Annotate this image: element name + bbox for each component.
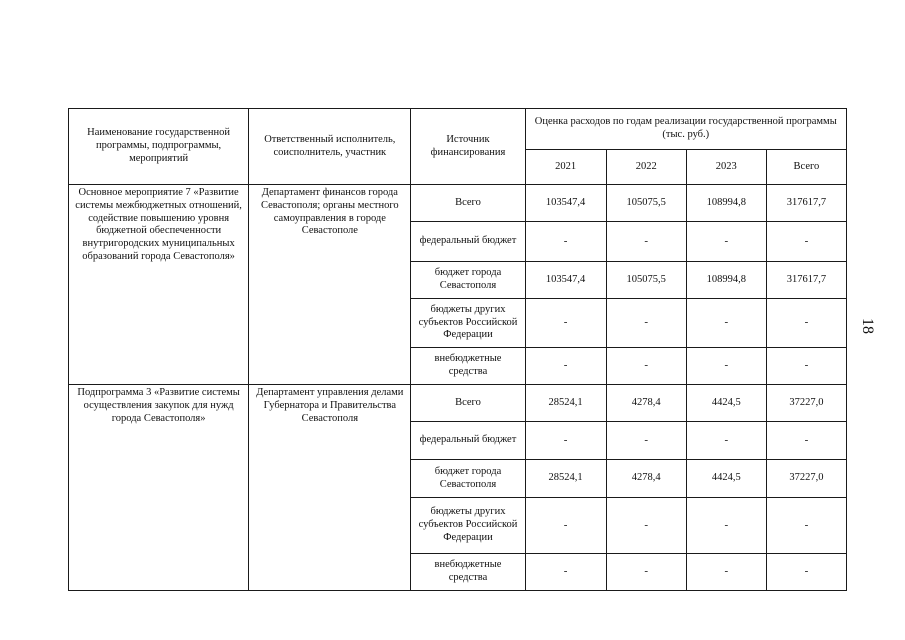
value-2022-cell: 105075,5 [606,262,686,299]
value-2023-cell: - [686,348,766,385]
source-cell: бюджеты других субъектов Российской Федерации [411,299,525,348]
value-2021-cell: - [525,422,606,460]
program-name-cell: Основное мероприятие 7 «Развитие системы межбюджетных отношений, содействие повышению уровня бюджетной обеспеченности внутригородских муниципальных образований города Севастополя» [69,185,249,385]
value-total-cell: 317617,7 [766,185,846,222]
header-source: Источник финансирования [411,109,525,185]
value-2021-cell: - [525,554,606,591]
page-number: 18 [859,318,876,334]
value-total-cell: - [766,348,846,385]
header-name: Наименование государственной программы, подпрограммы, мероприятий [69,109,249,185]
value-2023-cell: - [686,498,766,554]
value-2023-cell: 108994,8 [686,262,766,299]
value-2022-cell: 4278,4 [606,385,686,422]
value-2023-cell: 4424,5 [686,385,766,422]
value-2023-cell: - [686,554,766,591]
value-2023-cell: - [686,299,766,348]
value-2023-cell: - [686,222,766,262]
value-total-cell: 37227,0 [766,460,846,498]
responsible-cell: Департамент финансов города Севастополя; органы местного самоуправления в городе Севастополе [249,185,411,385]
table-row [69,185,847,222]
value-2022-cell: 105075,5 [606,185,686,222]
value-2021-cell: - [525,222,606,262]
table-row [69,385,847,422]
value-2023-cell: - [686,422,766,460]
value-total-cell: - [766,222,846,262]
source-cell: бюджет города Севастополя [411,262,525,299]
program-name-cell: Подпрограмма 3 «Развитие системы осуществления закупок для нужд города Севастополя» [69,385,249,591]
source-cell: внебюджетные средства [411,348,525,385]
source-cell: федеральный бюджет [411,422,525,460]
value-2021-cell: 103547,4 [525,262,606,299]
source-cell: Всего [411,185,525,222]
header-year-total: Всего [766,150,846,185]
value-2022-cell: - [606,554,686,591]
source-cell: бюджеты других субъектов Российской Федерации [411,498,525,554]
value-2022-cell: - [606,422,686,460]
header-year-2022: 2022 [606,150,686,185]
value-total-cell: - [766,299,846,348]
value-2022-cell: - [606,498,686,554]
value-2021-cell: 103547,4 [525,185,606,222]
source-cell: федеральный бюджет [411,222,525,262]
value-2021-cell: - [525,299,606,348]
budget-table [68,108,847,591]
value-2022-cell: 4278,4 [606,460,686,498]
value-2021-cell: - [525,348,606,385]
value-total-cell: - [766,498,846,554]
value-total-cell: - [766,422,846,460]
value-2022-cell: - [606,299,686,348]
header-estimate: Оценка расходов по годам реализации государственной программы (тыс. руб.) [525,109,846,150]
table-header-row [69,109,847,150]
value-2023-cell: 4424,5 [686,460,766,498]
source-cell: Всего [411,385,525,422]
header-responsible: Ответственный исполнитель, соисполнитель, участник [249,109,411,185]
value-2021-cell: 28524,1 [525,385,606,422]
value-total-cell: - [766,554,846,591]
value-total-cell: 37227,0 [766,385,846,422]
budget-document-page [68,108,847,591]
value-2023-cell: 108994,8 [686,185,766,222]
value-2021-cell: 28524,1 [525,460,606,498]
responsible-cell: Департамент управления делами Губернатора и Правительства Севастополя [249,385,411,591]
source-cell: бюджет города Севастополя [411,460,525,498]
header-year-2021: 2021 [525,150,606,185]
source-cell: внебюджетные средства [411,554,525,591]
header-year-2023: 2023 [686,150,766,185]
value-2022-cell: - [606,348,686,385]
value-2022-cell: - [606,222,686,262]
value-2021-cell: - [525,498,606,554]
value-total-cell: 317617,7 [766,262,846,299]
